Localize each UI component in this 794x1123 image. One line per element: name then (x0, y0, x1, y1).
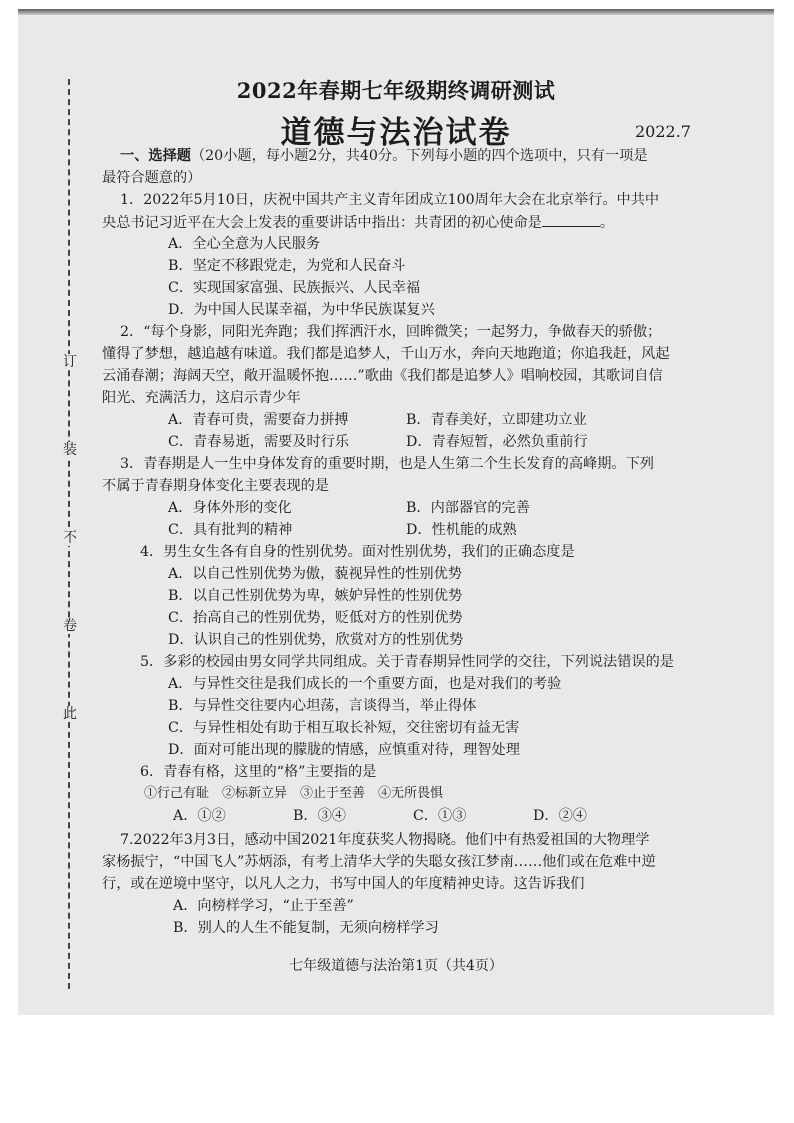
section-heading (120, 146, 648, 166)
exam-date: 2022.7 (635, 122, 691, 141)
q3-option-b: B．内部器官的完善 (406, 500, 530, 516)
q5-option-d: D．面对可能出现的朦胧的情感，应慎重对待，理智处理 (168, 742, 520, 758)
binding-label-zhuang: 装 (63, 442, 77, 458)
exam-paper (18, 9, 774, 1015)
q6-items: ①行己有耻 ②标新立异 ③止于至善 ④无所畏惧 (144, 786, 444, 801)
exam-title: 2022年春期七年级期终调研测试 (236, 78, 556, 103)
section-note: （20小题，每小题2分，共40分。下列每小题的四个选项中，只有一项是 (190, 148, 648, 164)
q3-option-a: A．身体外形的变化 (168, 500, 292, 516)
q2-option-a: A．青春可贵，需要奋力拼搏 (168, 412, 349, 428)
q4-option-c: C．抬高自己的性别优势，贬低对方的性别优势 (168, 610, 463, 626)
q1-stem-end: 。 (599, 215, 615, 231)
binding-label-bu: 不 (63, 530, 77, 546)
q6-option-d: D．②④ (533, 808, 587, 824)
q4-option-b: B．以自己性别优势为卑，嫉妒异性的性别优势 (168, 588, 463, 604)
q6-option-a: A．①② (173, 808, 226, 824)
q7-stem-line2: 家杨振宁，“中国飞人”苏炳添，有考上清华大学的失聪女孩江梦南……他们或在危难中逆 (102, 854, 656, 870)
q6-stem: 6．青春有格，这里的“格”主要指的是 (140, 764, 377, 780)
answer-blank (542, 212, 600, 227)
q2-option-c: C．青春易逝，需要及时行乐 (168, 434, 350, 450)
q6-option-c: C．①③ (413, 808, 467, 824)
q1-option-c: C．实现国家富强、民族振兴、人民幸福 (168, 280, 421, 296)
q4-stem: 4．男生女生各有自身的性别优势。面对性别优势，我们的正确态度是 (140, 544, 575, 560)
q3-option-d: D．性机能的成熟 (406, 522, 517, 538)
q1-option-b: B．坚定不移跟党走，为党和人民奋斗 (168, 258, 406, 274)
q1-option-a: A．全心全意为人民服务 (168, 236, 321, 252)
q2-option-d: D．青春短暂，必然负重前行 (406, 434, 588, 450)
q1-stem-line1: 1．2022年5月10日，庆祝中国共产主义青年团成立100周年大会在北京举行。中共中 (120, 192, 660, 208)
section-title: 一、选择题 (120, 148, 191, 164)
q5-option-a: A．与异性交往是我们成长的一个重要方面，也是对我们的考验 (168, 676, 562, 692)
q2-stem-line3: 云涌春潮；海阔天空，敞开温暖怀抱……”歌曲《我们都是追梦人》唱响校园，其歌词自信 (102, 368, 663, 384)
q1-option-d: D．为中国人民谋幸福，为中华民族谋复兴 (168, 302, 435, 318)
q2-stem-line1: 2．“每个身影，同阳光奔跑；我们挥洒汗水，回眸微笑；一起努力，争做春天的骄傲； (120, 324, 662, 340)
q4-option-d: D．认识自己的性别优势，欣赏对方的性别优势 (168, 632, 464, 648)
binding-label-ci: 此 (63, 706, 77, 722)
q7-stem-line1: 7.2022年3月3日，感动中国2021年度获奖人物揭晓。他们中有热爱祖国的大物理学 (120, 832, 650, 848)
q5-stem: 5．多彩的校园由男女同学共同组成。关于青春期异性同学的交往，下列说法错误的是 (140, 654, 674, 670)
q7-option-b: B．别人的人生不能复制，无须向榜样学习 (173, 920, 439, 936)
q6-option-b: B．③④ (293, 808, 346, 824)
q5-option-b: B．与异性交往要内心坦荡，言谈得当，举止得体 (168, 698, 477, 714)
q5-option-c: C．与异性相处有助于相互取长补短，交往密切有益无害 (168, 720, 520, 736)
q1-stem-text: 央总书记习近平在大会上发表的重要讲话中指出：共青团的初心使命是 (102, 215, 542, 231)
q2-option-b: B．青春美好，立即建功立业 (406, 412, 587, 428)
subject-title: 道德与法治试卷 (280, 115, 512, 151)
q4-option-a: A．以自己性别优势为傲，藐视异性的性别优势 (168, 566, 462, 582)
q3-stem-line2: 不属于青春期身体变化主要表现的是 (102, 478, 330, 494)
q3-stem-line1: 3．青春期是人一生中身体发育的重要时期，也是人生第二个生长发育的高峰期。下列 (120, 456, 654, 472)
section-note-cont: 最符合题意的） (102, 170, 202, 186)
q3-option-c: C．具有批判的精神 (168, 522, 293, 538)
q2-stem-line4: 阳光、充满活力，这启示青少年 (102, 390, 301, 406)
binding-label-ding: 订 (63, 354, 77, 370)
q2-stem-line2: 懂得了梦想，越追越有味道。我们都是追梦人，千山万水，奔向天地跑道；你追我赶，风起 (102, 346, 670, 362)
q7-option-a: A．向榜样学习，“止于至善” (173, 898, 354, 914)
page-footer: 七年级道德与法治第1页（共4页） (289, 958, 503, 974)
q1-stem-line2 (102, 212, 614, 233)
q7-stem-line3: 行，或在逆境中坚守，以凡人之力，书写中国人的年度精神史诗。这告诉我们 (102, 876, 585, 892)
binding-label-juan: 卷 (63, 618, 77, 634)
